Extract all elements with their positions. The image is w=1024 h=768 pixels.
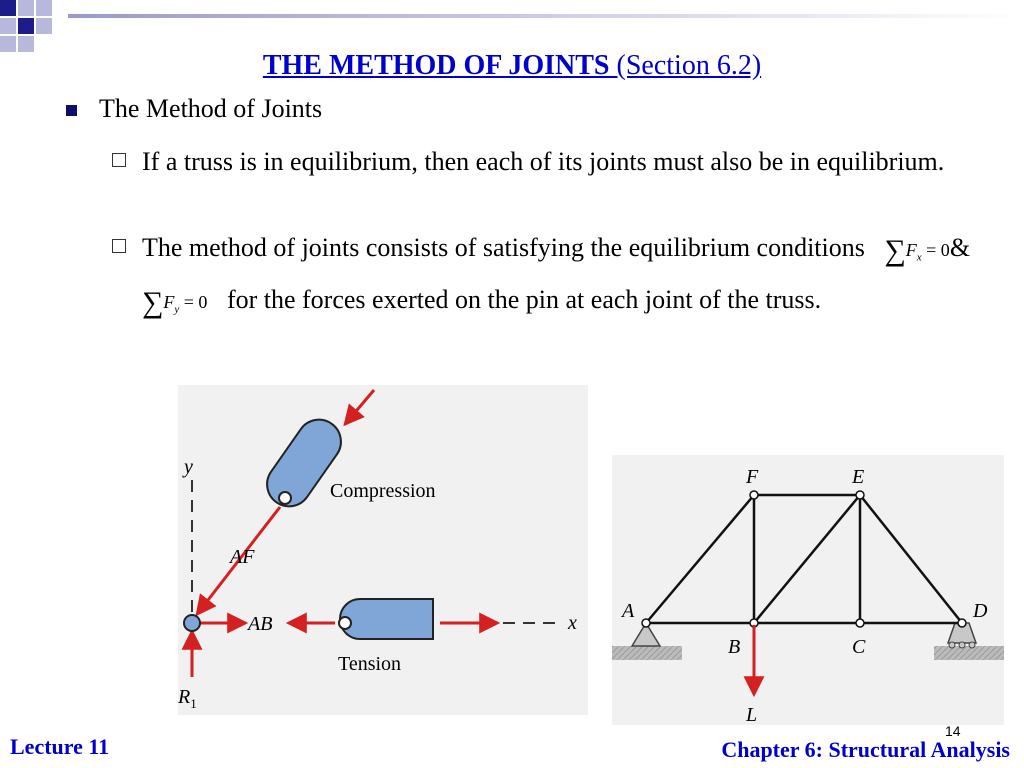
joint-e-label: E xyxy=(852,466,865,488)
compression-label: Compression xyxy=(330,480,436,502)
joint-f-label: F xyxy=(746,466,759,488)
hollow-square-bullet-icon xyxy=(112,239,126,253)
page-number: 14 xyxy=(945,723,961,739)
hollow-square-bullet-icon xyxy=(112,153,126,167)
load-label: L xyxy=(746,704,758,725)
joint-c-label: C xyxy=(852,636,866,658)
tension-member xyxy=(339,599,433,639)
ground-left xyxy=(612,646,682,660)
x-axis-label: x xyxy=(568,612,577,634)
ampersand: & xyxy=(949,233,971,262)
sub2-text-b: for the forces exerted on the pin at each joint of the truss. xyxy=(226,284,822,314)
joint-b-label: B xyxy=(728,636,741,658)
truss-diagram xyxy=(612,455,1004,725)
ground-right xyxy=(934,646,1004,660)
equation-sum-fx: $\sum F_x = 0$ xyxy=(884,234,950,267)
joint-d-label: D xyxy=(973,600,988,622)
square-bullet-icon xyxy=(66,105,77,116)
joint-a-label: A xyxy=(622,600,635,622)
af-label: AF xyxy=(230,546,255,568)
y-axis-label: y xyxy=(184,456,193,478)
joint-a-pin xyxy=(184,615,200,631)
title-section: (Section 6.2) xyxy=(609,50,762,81)
equation-sum-fy: $\sum F_y = 0$ xyxy=(142,285,208,319)
sub-bullet-text xyxy=(142,227,1002,330)
joint-free-body-diagram xyxy=(178,385,588,715)
tension-label: Tension xyxy=(338,653,402,675)
ab-label: AB xyxy=(248,613,273,635)
sub-bullet-text: If a truss is in equilibrium, then each of its joints must also be in equilibrium. xyxy=(142,147,945,176)
title-main: THE METHOD OF JOINTS xyxy=(262,50,610,81)
slide-title xyxy=(0,50,1024,82)
footer-lecture: Lecture 11 xyxy=(10,734,110,759)
footer-chapter: Chapter 6: Structural Analysis xyxy=(721,737,1010,762)
bullet-text: The Method of Joints xyxy=(99,94,323,123)
reaction-label: $R_1$ xyxy=(178,686,197,711)
sub2-text-a: The method of joints consists of satisfying the equilibrium conditions xyxy=(142,233,865,262)
